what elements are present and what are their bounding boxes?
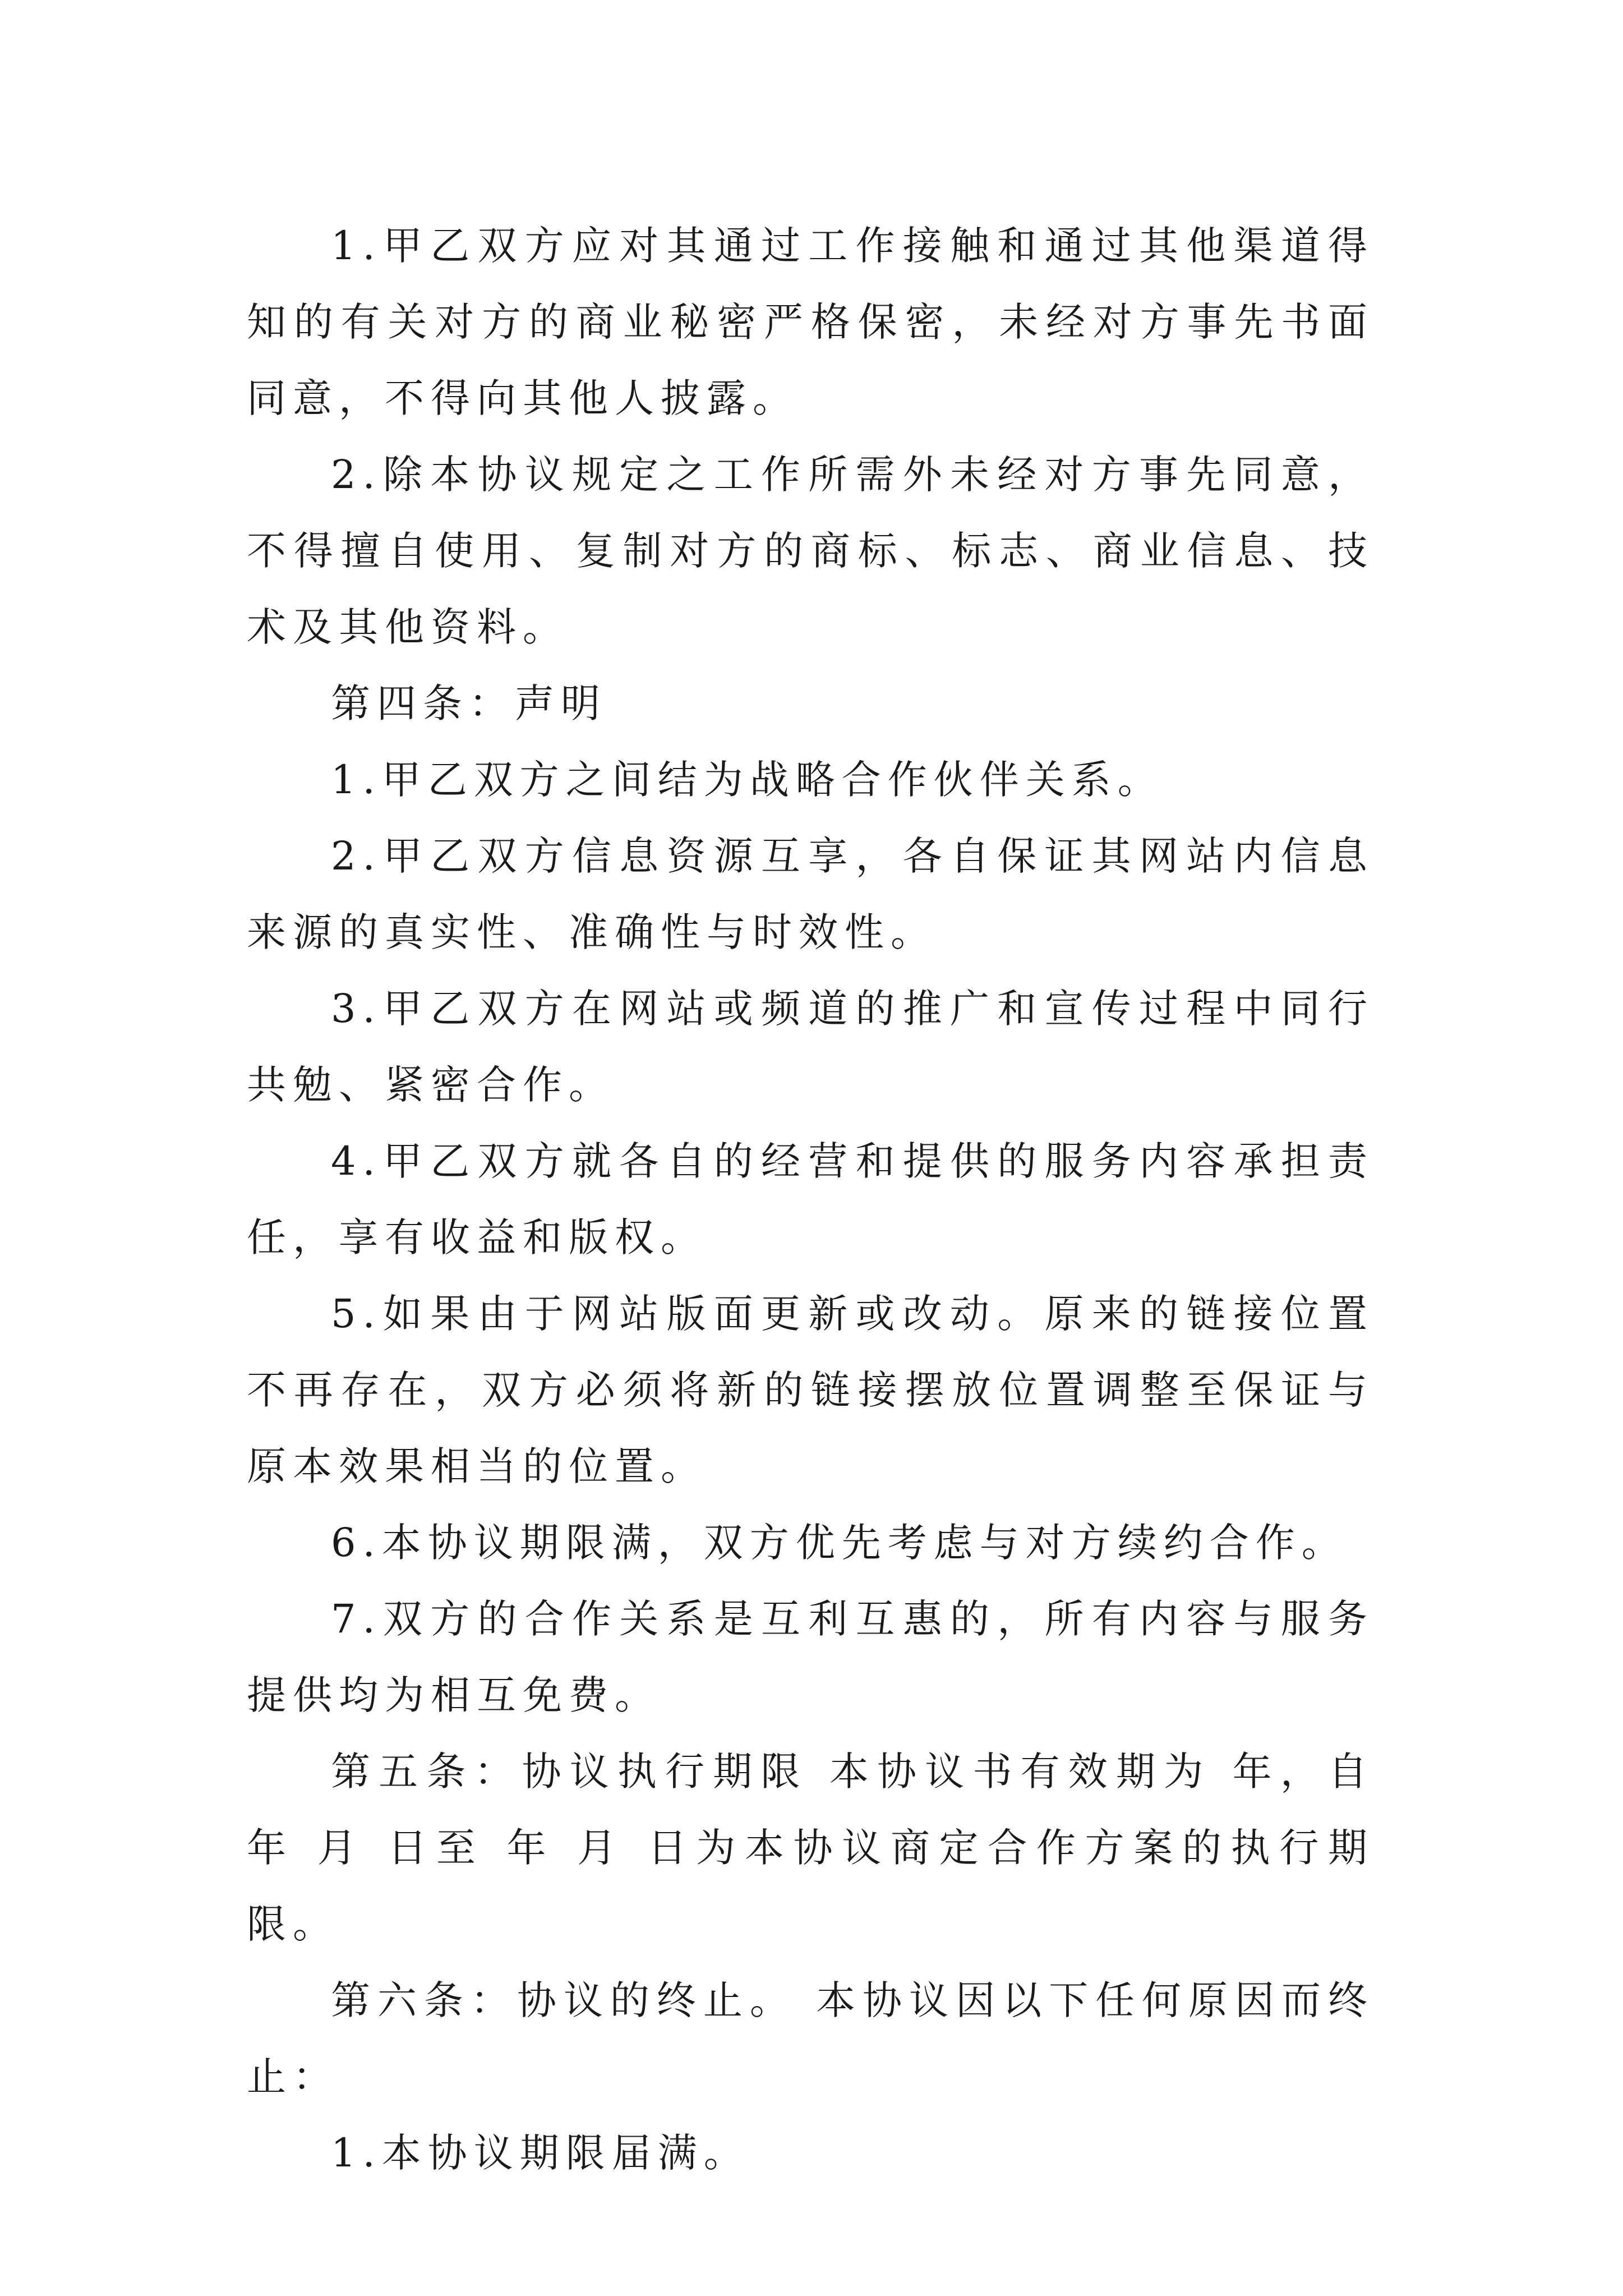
paragraph-statement-1: 1.甲乙双方之间结为战略合作伙伴关系。 bbox=[331, 757, 1164, 803]
paragraph-statement-6: 6.本协议期限满，双方优先考虑与对方续约合作。 bbox=[331, 1520, 1348, 1566]
paragraph-statement-3: 3.甲乙双方在网站或频道的推广和宣传过程中同行共勉、紧密合作。 bbox=[247, 986, 1374, 1108]
section-article-5-term: 第五条：协议执行期限 本协议书有效期为 年，自 年 月 日至 年 月 日为本协议商定合作方案的执行期限。 bbox=[247, 1749, 1374, 1947]
paragraph-statement-7: 7.双方的合作关系是互利互惠的，所有内容与服务提供均为相互免费。 bbox=[247, 1596, 1374, 1718]
paragraph-confidentiality-1: 1.甲乙双方应对其通过工作接触和通过其他渠道得知的有关对方的商业秘密严格保密，未经对方事先书面同意，不得向其他人披露。 bbox=[247, 223, 1374, 421]
document-body bbox=[247, 208, 1374, 2191]
section-heading-article-4: 第四条：声明 bbox=[331, 680, 607, 726]
paragraph-termination-1: 1.本协议期限届满。 bbox=[331, 2130, 750, 2176]
paragraph-statement-4: 4.甲乙双方就各自的经营和提供的服务内容承担责任，享有收益和版权。 bbox=[247, 1138, 1374, 1260]
section-article-6-termination: 第六条：协议的终止。 本协议因以下任何原因而终止： bbox=[247, 1977, 1374, 2100]
paragraph-statement-2: 2.甲乙双方信息资源互享，各自保证其网站内信息来源的真实性、准确性与时效性。 bbox=[247, 833, 1374, 955]
paragraph-statement-5: 5.如果由于网站版面更新或改动。原来的链接位置不再存在，双方必须将新的链接摆放位置调整至保证与原本效果相当的位置。 bbox=[247, 1291, 1374, 1489]
paragraph-confidentiality-2: 2.除本协议规定之工作所需外未经对方事先同意，不得擅自使用、复制对方的商标、标志、商业信息、技术及其他资料。 bbox=[247, 452, 1374, 650]
